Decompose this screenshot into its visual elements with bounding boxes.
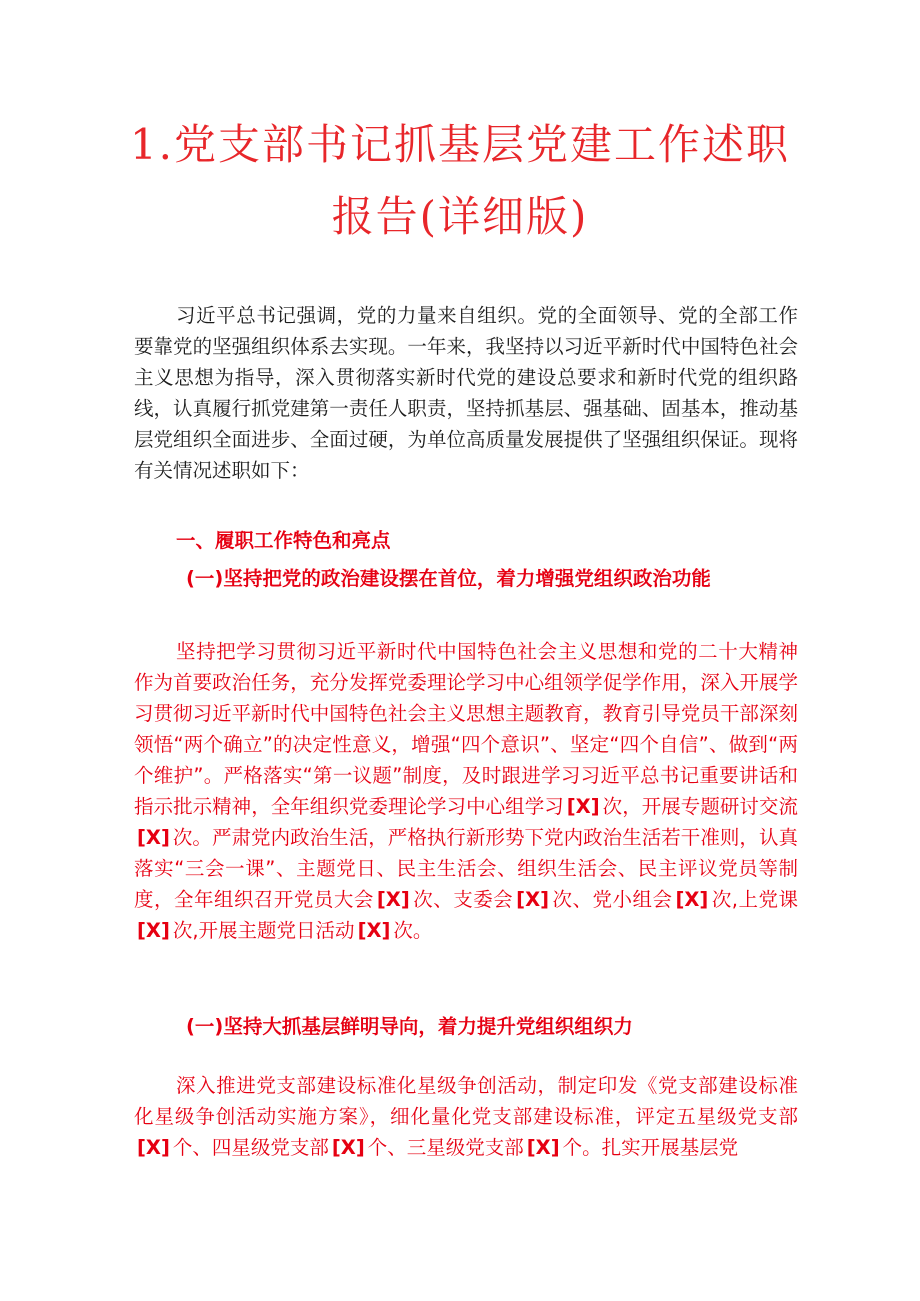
body-text: 个、三星级党支部 — [367, 1136, 524, 1159]
placeholder-value: [X] — [675, 888, 709, 911]
intro-paragraph: 习近平总书记强调，党的力量来自组织。党的全面领导、党的全部工作要靠党的坚强组织体系去实现。一年来，我坚持以习近平新时代中国特色社会主义思想为指导，深入贯彻落实新时代党的建设总要求和新时代党的组织路线，认真履行抓党建第一责任人职责，坚持抓基层、强基础、固基本，推动基层党组织全面进步、全面过硬，为单位高质量发展提供了坚强组织保证。现将有关情况述职如下： — [134, 304, 798, 482]
section-heading-1: 一、履职工作特色和亮点 — [176, 529, 391, 552]
subsection-heading-1: (一)坚持把党的政治建设摆在首位，着力增强党组织政治功能 — [186, 567, 711, 590]
body-text: 个、四星级党支部 — [172, 1136, 329, 1159]
body-text: 次。严肃党内政治生活，严格执行新形势下党内政治生活若干准则，认真落实“三会一课”、主题党日、民主生活会、组织生活会、民主评议党员等制度，全年组织召开党员大会 — [134, 826, 798, 911]
placeholder-value: [X] — [357, 919, 391, 942]
placeholder-value: [X] — [331, 1136, 365, 1159]
placeholder-value: [X] — [137, 826, 170, 849]
body-text: 次，开展专题研讨交流 — [602, 795, 798, 818]
placeholder-value: [X] — [566, 795, 600, 818]
body-text: 次、支委会 — [412, 888, 514, 911]
placeholder-value: [X] — [376, 888, 410, 911]
body-text: 深入推进党支部建设标准化星级争创活动，制定印发《党支部建设标准化星级争创活动实施方案》，细化量化党支部建设标准，评定五星级党支部 — [134, 1074, 798, 1128]
placeholder-value: [X] — [137, 919, 170, 942]
placeholder-value: [X] — [137, 1136, 170, 1159]
body-text: 坚持把学习贯彻习近平新时代中国特色社会主义思想和党的二十大精神作为首要政治任务，充分发挥党委理论学习中心组领学促学作用，深入开展学习贯彻习近平新时代中国特色社会主义思想主题教育，教育引导党员干部深刻领悟“两个确立”的决定性意义，增强“四个意识”、坚定“四个自信”、做到“两个维护”。严格落实“第一议题”制度，及时跟进学习习近平总书记重要讲话和指示批示精神，全年组织党委理论学习中心组学习 — [134, 640, 798, 818]
subsection-2-body — [134, 1070, 798, 1163]
body-text: 次,开展主题党日活动 — [172, 919, 355, 942]
placeholder-value: [X] — [526, 1136, 560, 1159]
body-text: 次,上党课 — [711, 888, 798, 911]
placeholder-value: [X] — [516, 888, 550, 911]
body-text: 个。扎实开展基层党 — [562, 1136, 739, 1159]
body-text: 次。 — [393, 919, 433, 942]
subsection-heading-2: (一)坚持大抓基层鲜明导向，着力提升党组织组织力 — [186, 1015, 633, 1038]
body-text: 次、党小组会 — [552, 888, 673, 911]
document-title-line-1: 1.党支部书记抓基层党建工作述职 — [129, 120, 791, 169]
document-title-line-2: 报告(详细版) — [331, 192, 589, 241]
subsection-1-body — [134, 636, 798, 946]
